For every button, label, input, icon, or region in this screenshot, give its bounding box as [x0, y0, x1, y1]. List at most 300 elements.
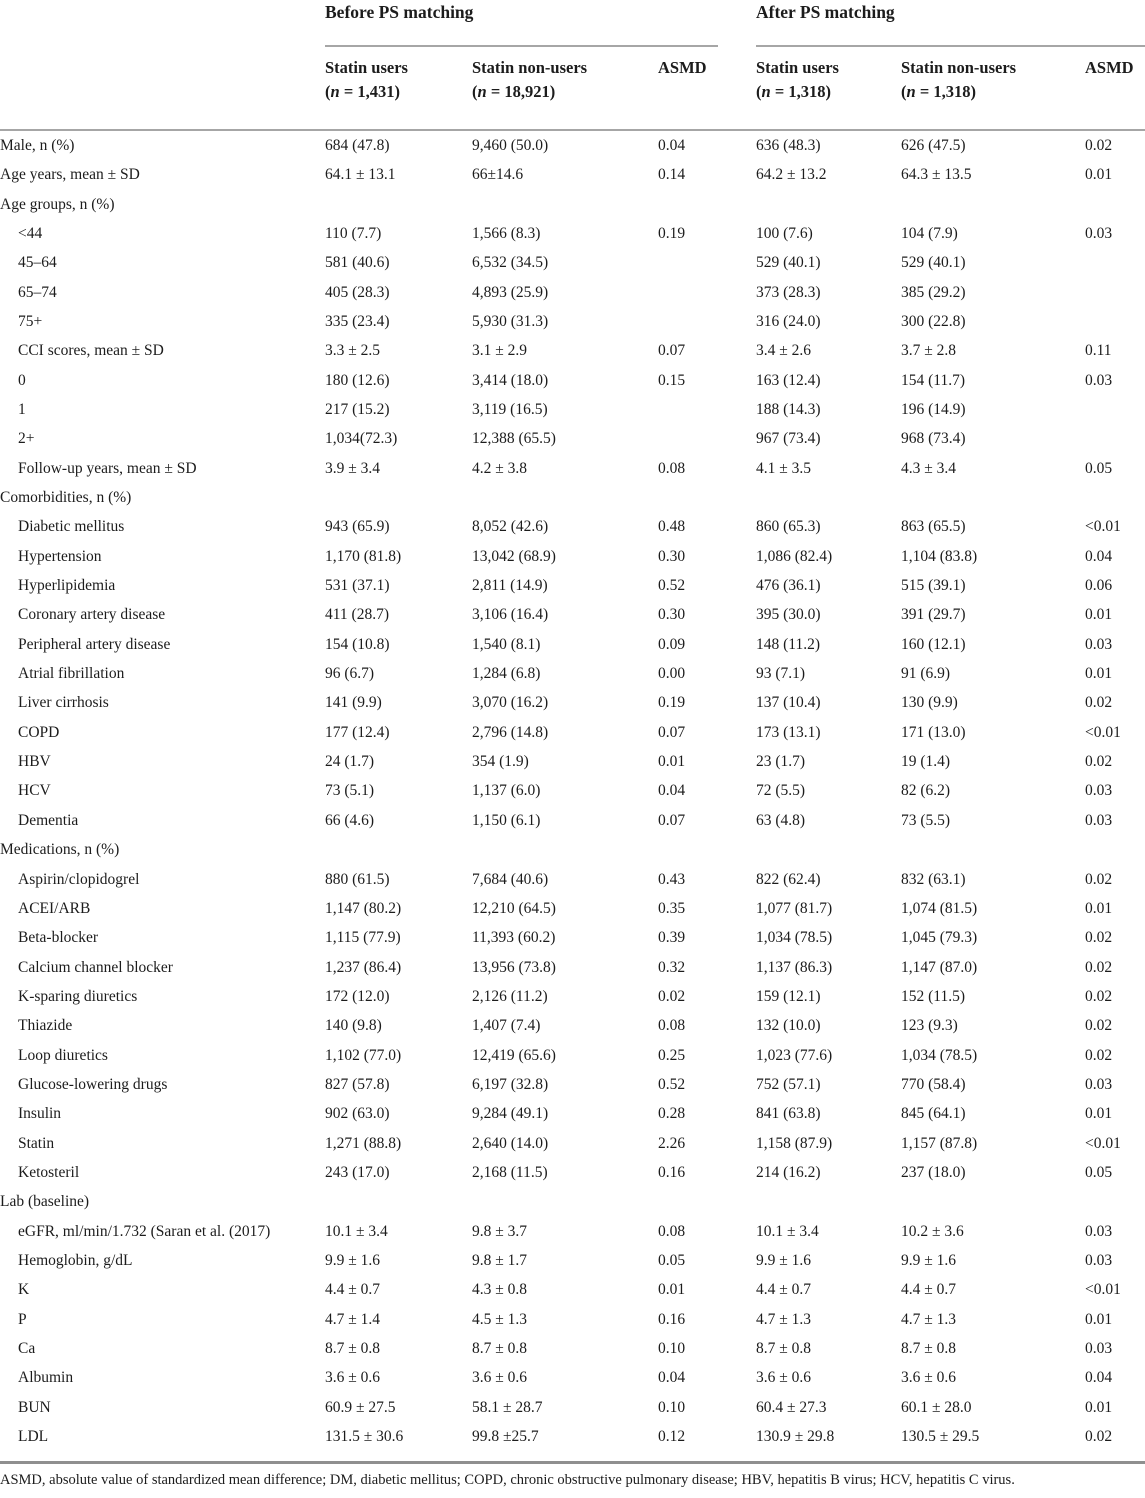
table-row [0, 953, 1145, 982]
before-asmd-value: 0.52 [658, 1075, 686, 1093]
after-asmd-value: 0.02 [1085, 987, 1113, 1005]
after-asmd-value: 0.02 [1085, 958, 1113, 976]
before-asmd-value: 0.10 [658, 1340, 686, 1358]
after-statin-users-value: 395 (30.0) [756, 606, 821, 624]
row-label: P [18, 1310, 27, 1328]
table-row [0, 1422, 1145, 1451]
before-asmd-value: 0.48 [658, 518, 686, 536]
after-statin-non-users-value: 237 (18.0) [901, 1163, 966, 1181]
before-asmd-value: 0.00 [658, 665, 686, 683]
before-statin-users-value: 141 (9.9) [325, 694, 382, 712]
after-asmd-value: 0.02 [1085, 929, 1113, 947]
before-asmd-value: 0.02 [658, 987, 686, 1005]
row-label: Beta-blocker [18, 929, 99, 947]
before-statin-non-users-value: 3.1 ± 2.9 [472, 342, 528, 360]
col-header-count: (n = 1,318) [901, 82, 976, 101]
before-asmd-value: 0.19 [658, 224, 686, 242]
after-statin-users-value: 1,137 (86.3) [756, 958, 833, 976]
row-label: HCV [18, 782, 51, 800]
before-asmd-value: 0.07 [658, 723, 686, 741]
row-label: CCI scores, mean ± SD [18, 342, 164, 360]
before-asmd-value: 0.43 [658, 870, 686, 888]
after-asmd-value: 0.03 [1085, 782, 1113, 800]
after-statin-users-value: 529 (40.1) [756, 254, 821, 272]
after-statin-users-value: 72 (5.5) [756, 782, 806, 800]
before-statin-non-users-value: 4.3 ± 0.8 [472, 1281, 528, 1299]
table-row [0, 336, 1145, 365]
after-statin-users-value: 188 (14.3) [756, 401, 821, 419]
before-statin-non-users-value: 3,106 (16.4) [472, 606, 549, 624]
column-header-row [0, 47, 1145, 131]
after-statin-users-value: 148 (11.2) [756, 635, 820, 653]
table-row [0, 278, 1145, 307]
before-asmd-value: 0.07 [658, 342, 686, 360]
after-statin-non-users-value: 8.7 ± 0.8 [901, 1340, 957, 1358]
before-statin-users-value: 177 (12.4) [325, 723, 390, 741]
before-statin-non-users-value: 13,042 (68.9) [472, 547, 556, 565]
after-asmd-value: 0.03 [1085, 635, 1113, 653]
before-statin-users-value: 66 (4.6) [325, 811, 375, 829]
after-asmd-value: 0.03 [1085, 1340, 1113, 1358]
table-row [0, 1217, 1145, 1246]
after-statin-non-users-value: 4.4 ± 0.7 [901, 1281, 957, 1299]
before-statin-non-users-value: 11,393 (60.2) [472, 929, 556, 947]
before-statin-non-users-value: 1,137 (6.0) [472, 782, 541, 800]
after-statin-users-value: 1,034 (78.5) [756, 929, 833, 947]
table-row [0, 1099, 1145, 1128]
before-statin-users-value: 684 (47.8) [325, 136, 390, 154]
before-statin-non-users-value: 4,893 (25.9) [472, 283, 549, 301]
after-asmd-value: 0.05 [1085, 459, 1113, 477]
after-statin-non-users-value: 385 (29.2) [901, 283, 966, 301]
after-statin-users-value: 137 (10.4) [756, 694, 821, 712]
before-statin-non-users-value: 99.8 ±25.7 [472, 1428, 539, 1446]
before-statin-non-users-value: 8,052 (42.6) [472, 518, 549, 536]
table-row [0, 1334, 1145, 1363]
section-row [0, 835, 1145, 864]
row-label: Dementia [18, 811, 79, 829]
before-statin-non-users-value: 6,197 (32.8) [472, 1075, 549, 1093]
row-label: Albumin [18, 1369, 74, 1387]
col-header-count: (n = 1,318) [756, 82, 831, 101]
after-statin-users-value: 373 (28.3) [756, 283, 821, 301]
table-row [0, 454, 1145, 483]
table-row [0, 1129, 1145, 1158]
before-statin-non-users-value: 7,684 (40.6) [472, 870, 549, 888]
row-label: 65–74 [18, 283, 57, 301]
table-row [0, 248, 1145, 277]
after-statin-non-users-value: 770 (58.4) [901, 1075, 966, 1093]
after-statin-non-users-value: 82 (6.2) [901, 782, 951, 800]
after-asmd-value: 0.02 [1085, 753, 1113, 771]
after-statin-non-users-value: 9.9 ± 1.6 [901, 1251, 957, 1269]
section-row [0, 483, 1145, 512]
after-statin-users-value: 841 (63.8) [756, 1105, 821, 1123]
row-label: Male, n (%) [0, 136, 75, 154]
after-asmd-value: 0.01 [1085, 1398, 1113, 1416]
before-statin-non-users-value: 1,407 (7.4) [472, 1017, 541, 1035]
after-asmd-value: 0.03 [1085, 1075, 1113, 1093]
before-statin-users-value: 1,170 (81.8) [325, 547, 402, 565]
after-statin-users-value: 130.9 ± 29.8 [756, 1428, 835, 1446]
before-statin-users-value: 531 (37.1) [325, 577, 390, 595]
before-statin-non-users-value: 12,388 (65.5) [472, 430, 556, 448]
before-statin-users-value: 64.1 ± 13.1 [325, 166, 396, 184]
before-statin-users-value: 96 (6.7) [325, 665, 375, 683]
before-asmd-value: 0.16 [658, 1163, 686, 1181]
table-row [0, 131, 1145, 160]
row-label: Aspirin/clopidogrel [18, 870, 140, 888]
before-asmd-value: 0.19 [658, 694, 686, 712]
row-label: Follow-up years, mean ± SD [18, 459, 197, 477]
before-statin-non-users-value: 2,811 (14.9) [472, 577, 548, 595]
after-statin-users-value: 1,023 (77.6) [756, 1046, 833, 1064]
col-header-count: (n = 18,921) [472, 82, 556, 101]
row-label: Loop diuretics [18, 1046, 108, 1064]
after-statin-users-value: 476 (36.1) [756, 577, 821, 595]
after-statin-non-users-value: 1,104 (83.8) [901, 547, 978, 565]
row-label: 75+ [18, 312, 43, 330]
after-statin-non-users-value: 130.5 ± 29.5 [901, 1428, 980, 1446]
after-statin-users-value: 214 (16.2) [756, 1163, 821, 1181]
before-asmd-value: 0.12 [658, 1428, 686, 1446]
before-asmd-value: 0.04 [658, 782, 686, 800]
before-asmd-value: 0.30 [658, 547, 686, 565]
before-asmd-value: 0.25 [658, 1046, 686, 1064]
group-header-spacer [0, 0, 325, 47]
table-bottom-rule [0, 1461, 1145, 1489]
after-statin-non-users-value: 832 (63.1) [901, 870, 966, 888]
after-asmd-value: 0.01 [1085, 1105, 1113, 1123]
row-label: 45–64 [18, 254, 57, 272]
table-row [0, 923, 1145, 952]
after-statin-users-value: 159 (12.1) [756, 987, 821, 1005]
after-ps-matching-header [756, 0, 1145, 47]
col-header-before-asmd: ASMD [658, 58, 707, 77]
before-statin-non-users-value: 9.8 ± 1.7 [472, 1251, 528, 1269]
before-statin-users-value: 405 (28.3) [325, 283, 390, 301]
after-statin-non-users-value: 391 (29.7) [901, 606, 966, 624]
table-row [0, 659, 1145, 688]
after-statin-users-value: 60.4 ± 27.3 [756, 1398, 827, 1416]
before-statin-users-value: 902 (63.0) [325, 1105, 390, 1123]
table-row [0, 630, 1145, 659]
after-statin-users-value: 173 (13.1) [756, 723, 821, 741]
after-asmd-value: 0.01 [1085, 665, 1113, 683]
after-asmd-value: 0.01 [1085, 166, 1113, 184]
after-statin-non-users-value: 19 (1.4) [901, 753, 951, 771]
after-statin-users-value: 967 (73.4) [756, 430, 821, 448]
after-asmd-value: 0.02 [1085, 136, 1113, 154]
table-row [0, 395, 1145, 424]
col-header-title: Statin non-users [472, 58, 588, 77]
after-asmd-value: 0.06 [1085, 577, 1113, 595]
after-statin-non-users-value: 845 (64.1) [901, 1105, 966, 1123]
before-asmd-value: 0.09 [658, 635, 686, 653]
before-asmd-value: 0.39 [658, 929, 686, 947]
after-statin-non-users-value: 1,045 (79.3) [901, 929, 978, 947]
after-statin-non-users-value: 968 (73.4) [901, 430, 966, 448]
after-statin-users-value: 1,158 (87.9) [756, 1134, 833, 1152]
after-asmd-value: <0.01 [1085, 1281, 1121, 1299]
table-row [0, 1041, 1145, 1070]
col-header-before-statin-non-users [472, 56, 658, 104]
before-statin-users-value: 1,115 (77.9) [325, 929, 401, 947]
before-asmd-value: 0.52 [658, 577, 686, 595]
before-asmd-value: 0.10 [658, 1398, 686, 1416]
row-label: Hypertension [18, 547, 102, 565]
before-statin-users-value: 60.9 ± 27.5 [325, 1398, 396, 1416]
after-statin-users-value: 1,086 (82.4) [756, 547, 833, 565]
after-asmd-value: 0.01 [1085, 1310, 1113, 1328]
row-label: Insulin [18, 1105, 62, 1123]
before-statin-users-value: 943 (65.9) [325, 518, 390, 536]
before-statin-non-users-value: 9.8 ± 3.7 [472, 1222, 528, 1240]
after-statin-users-value: 1,077 (81.7) [756, 899, 833, 917]
before-statin-users-value: 140 (9.8) [325, 1017, 382, 1035]
table-row [0, 1275, 1145, 1304]
before-statin-users-value: 1,147 (80.2) [325, 899, 402, 917]
before-asmd-value: 2.26 [658, 1134, 686, 1152]
before-asmd-value: 0.16 [658, 1310, 686, 1328]
before-statin-users-value: 10.1 ± 3.4 [325, 1222, 388, 1240]
before-statin-users-value: 110 (7.7) [325, 224, 382, 242]
after-asmd-value: 0.03 [1085, 1251, 1113, 1269]
row-label: <44 [18, 224, 43, 242]
before-statin-non-users-value: 12,419 (65.6) [472, 1046, 556, 1064]
table-row [0, 865, 1145, 894]
after-statin-non-users-value: 1,147 (87.0) [901, 958, 978, 976]
before-asmd-value: 0.15 [658, 371, 686, 389]
after-asmd-value: 0.02 [1085, 1017, 1113, 1035]
table-row [0, 1070, 1145, 1099]
after-asmd-value: 0.03 [1085, 371, 1113, 389]
table-row [0, 777, 1145, 806]
after-statin-users-value: 63 (4.8) [756, 811, 806, 829]
before-statin-users-value: 3.3 ± 2.5 [325, 342, 381, 360]
after-statin-users-value: 3.4 ± 2.6 [756, 342, 812, 360]
before-statin-non-users-value: 12,210 (64.5) [472, 899, 556, 917]
table-row [0, 689, 1145, 718]
before-statin-non-users-value: 66±14.6 [472, 166, 524, 184]
before-statin-users-value: 73 (5.1) [325, 782, 375, 800]
before-statin-users-value: 4.4 ± 0.7 [325, 1281, 381, 1299]
after-asmd-value: 0.02 [1085, 870, 1113, 888]
after-statin-non-users-value: 196 (14.9) [901, 401, 966, 419]
row-label: Statin [18, 1134, 55, 1152]
before-statin-users-value: 217 (15.2) [325, 401, 390, 419]
after-statin-users-value: 9.9 ± 1.6 [756, 1251, 812, 1269]
col-header-after-asmd: ASMD [1085, 58, 1134, 77]
after-statin-non-users-value: 1,157 (87.8) [901, 1134, 978, 1152]
group-header-row [0, 0, 1145, 47]
col-header-title: Statin non-users [901, 58, 1017, 77]
row-label: COPD [18, 723, 60, 741]
before-asmd-value: 0.04 [658, 136, 686, 154]
before-statin-non-users-value: 5,930 (31.3) [472, 312, 549, 330]
row-label: Peripheral artery disease [18, 635, 171, 653]
before-ps-matching-label: Before PS matching [325, 2, 474, 22]
before-statin-users-value: 180 (12.6) [325, 371, 390, 389]
before-statin-non-users-value: 1,540 (8.1) [472, 635, 541, 653]
row-label: K [18, 1281, 30, 1299]
before-asmd-value: 0.30 [658, 606, 686, 624]
after-statin-non-users-value: 123 (9.3) [901, 1017, 958, 1035]
after-asmd-value: 0.02 [1085, 1428, 1113, 1446]
after-statin-non-users-value: 626 (47.5) [901, 136, 966, 154]
before-statin-non-users-value: 3.6 ± 0.6 [472, 1369, 528, 1387]
before-statin-non-users-value: 9,460 (50.0) [472, 136, 549, 154]
after-statin-users-value: 64.2 ± 13.2 [756, 166, 827, 184]
before-asmd-value: 0.01 [658, 1281, 686, 1299]
before-statin-non-users-value: 2,126 (11.2) [472, 987, 548, 1005]
row-label: Liver cirrhosis [18, 694, 109, 712]
table-row [0, 307, 1145, 336]
after-statin-non-users-value: 64.3 ± 13.5 [901, 166, 972, 184]
before-statin-non-users-value: 2,168 (11.5) [472, 1163, 548, 1181]
row-label: K-sparing diuretics [18, 987, 138, 1005]
footnote: ASMD, absolute value of standardized mean difference; DM, diabetic mellitus; COPD, chronic obstructive pulmonary disease; HBV, hepatitis B virus; HCV, hepatitis C virus. [0, 1472, 1015, 1489]
after-statin-users-value: 93 (7.1) [756, 665, 806, 683]
before-asmd-value: 0.32 [658, 958, 686, 976]
before-statin-non-users-value: 4.2 ± 3.8 [472, 459, 528, 477]
after-statin-non-users-value: 10.2 ± 3.6 [901, 1222, 964, 1240]
after-statin-non-users-value: 4.3 ± 3.4 [901, 459, 957, 477]
row-label: LDL [18, 1428, 49, 1446]
after-statin-non-users-value: 73 (5.5) [901, 811, 951, 829]
after-statin-non-users-value: 863 (65.5) [901, 518, 966, 536]
before-statin-users-value: 827 (57.8) [325, 1075, 390, 1093]
after-statin-users-value: 4.7 ± 1.3 [756, 1310, 812, 1328]
before-statin-users-value: 1,034(72.3) [325, 430, 398, 448]
after-asmd-value: <0.01 [1085, 518, 1121, 536]
after-ps-matching-label: After PS matching [756, 2, 895, 22]
before-statin-non-users-value: 58.1 ± 28.7 [472, 1398, 543, 1416]
table-row [0, 571, 1145, 600]
row-label: Ca [18, 1340, 36, 1358]
before-statin-users-value: 8.7 ± 0.8 [325, 1340, 381, 1358]
after-statin-non-users-value: 104 (7.9) [901, 224, 958, 242]
table-row [0, 1305, 1145, 1334]
after-statin-users-value: 100 (7.6) [756, 224, 813, 242]
before-statin-non-users-value: 2,796 (14.8) [472, 723, 549, 741]
table-row [0, 806, 1145, 835]
before-statin-users-value: 880 (61.5) [325, 870, 390, 888]
row-label: BUN [18, 1398, 51, 1416]
before-statin-users-value: 1,271 (88.8) [325, 1134, 402, 1152]
before-statin-non-users-value: 9,284 (49.1) [472, 1105, 549, 1123]
after-statin-non-users-value: 1,034 (78.5) [901, 1046, 978, 1064]
row-label: Comorbidities, n (%) [0, 489, 132, 507]
before-statin-non-users-value: 1,150 (6.1) [472, 811, 541, 829]
table-row [0, 894, 1145, 923]
after-statin-non-users-value: 130 (9.9) [901, 694, 958, 712]
before-statin-users-value: 154 (10.8) [325, 635, 390, 653]
before-statin-non-users-value: 1,566 (8.3) [472, 224, 541, 242]
after-statin-non-users-value: 171 (13.0) [901, 723, 966, 741]
table-row [0, 219, 1145, 248]
table-row [0, 982, 1145, 1011]
table-row [0, 512, 1145, 541]
row-label: 2+ [18, 430, 35, 448]
before-statin-users-value: 411 (28.7) [325, 606, 389, 624]
after-statin-users-value: 3.6 ± 0.6 [756, 1369, 812, 1387]
col-header-before-statin-users [325, 56, 472, 104]
row-label: Hemoglobin, g/dL [18, 1251, 133, 1269]
table-row [0, 747, 1145, 776]
before-asmd-value: 0.28 [658, 1105, 686, 1123]
before-statin-non-users-value: 6,532 (34.5) [472, 254, 549, 272]
after-statin-non-users-value: 160 (12.1) [901, 635, 966, 653]
after-asmd-value: 0.04 [1085, 1369, 1113, 1387]
before-statin-users-value: 9.9 ± 1.6 [325, 1251, 381, 1269]
before-statin-non-users-value: 13,956 (73.8) [472, 958, 556, 976]
before-statin-users-value: 1,102 (77.0) [325, 1046, 402, 1064]
row-label: ACEI/ARB [18, 899, 91, 917]
col-header-after-statin-users [756, 56, 901, 104]
before-statin-users-value: 3.6 ± 0.6 [325, 1369, 381, 1387]
section-row [0, 190, 1145, 219]
before-statin-non-users-value: 2,640 (14.0) [472, 1134, 549, 1152]
before-statin-users-value: 1,237 (86.4) [325, 958, 402, 976]
before-statin-non-users-value: 3,070 (16.2) [472, 694, 549, 712]
after-statin-non-users-value: 1,074 (81.5) [901, 899, 978, 917]
before-asmd-value: 0.05 [658, 1251, 686, 1269]
col-header-count: (n = 1,431) [325, 82, 400, 101]
after-asmd-value: 0.11 [1085, 342, 1112, 360]
section-row [0, 1187, 1145, 1216]
after-statin-users-value: 822 (62.4) [756, 870, 821, 888]
row-label: Ketosteril [18, 1163, 80, 1181]
row-label: 1 [18, 401, 26, 419]
after-statin-users-value: 636 (48.3) [756, 136, 821, 154]
after-asmd-value: 0.02 [1085, 694, 1113, 712]
before-statin-non-users-value: 8.7 ± 0.8 [472, 1340, 528, 1358]
row-label: HBV [18, 753, 51, 771]
before-statin-users-value: 131.5 ± 30.6 [325, 1428, 404, 1446]
after-statin-users-value: 10.1 ± 3.4 [756, 1222, 819, 1240]
row-label: Hyperlipidemia [18, 577, 116, 595]
before-statin-non-users-value: 4.5 ± 1.3 [472, 1310, 528, 1328]
before-statin-users-value: 3.9 ± 3.4 [325, 459, 381, 477]
after-asmd-value: 0.02 [1085, 1046, 1113, 1064]
after-statin-non-users-value: 152 (11.5) [901, 987, 965, 1005]
after-asmd-value: 0.01 [1085, 606, 1113, 624]
after-statin-users-value: 4.1 ± 3.5 [756, 459, 812, 477]
after-asmd-value: 0.03 [1085, 224, 1113, 242]
before-asmd-value: 0.07 [658, 811, 686, 829]
col-header-title: Statin users [325, 58, 408, 77]
row-label: Age groups, n (%) [0, 195, 115, 213]
table-row [0, 1363, 1145, 1392]
row-label: Coronary artery disease [18, 606, 166, 624]
before-asmd-value: 0.08 [658, 1222, 686, 1240]
after-statin-users-value: 8.7 ± 0.8 [756, 1340, 812, 1358]
table-row [0, 1246, 1145, 1275]
before-statin-users-value: 172 (12.0) [325, 987, 390, 1005]
table-row [0, 1393, 1145, 1422]
after-statin-non-users-value: 529 (40.1) [901, 254, 966, 272]
after-statin-users-value: 316 (24.0) [756, 312, 821, 330]
table-row [0, 718, 1145, 747]
after-statin-non-users-value: 91 (6.9) [901, 665, 951, 683]
before-statin-non-users-value: 3,119 (16.5) [472, 401, 548, 419]
after-asmd-value: 0.01 [1085, 899, 1113, 917]
after-asmd-value: 0.05 [1085, 1163, 1113, 1181]
row-label: Glucose-lowering drugs [18, 1075, 168, 1093]
row-label: Atrial fibrillation [18, 665, 125, 683]
after-statin-users-value: 23 (1.7) [756, 753, 806, 771]
